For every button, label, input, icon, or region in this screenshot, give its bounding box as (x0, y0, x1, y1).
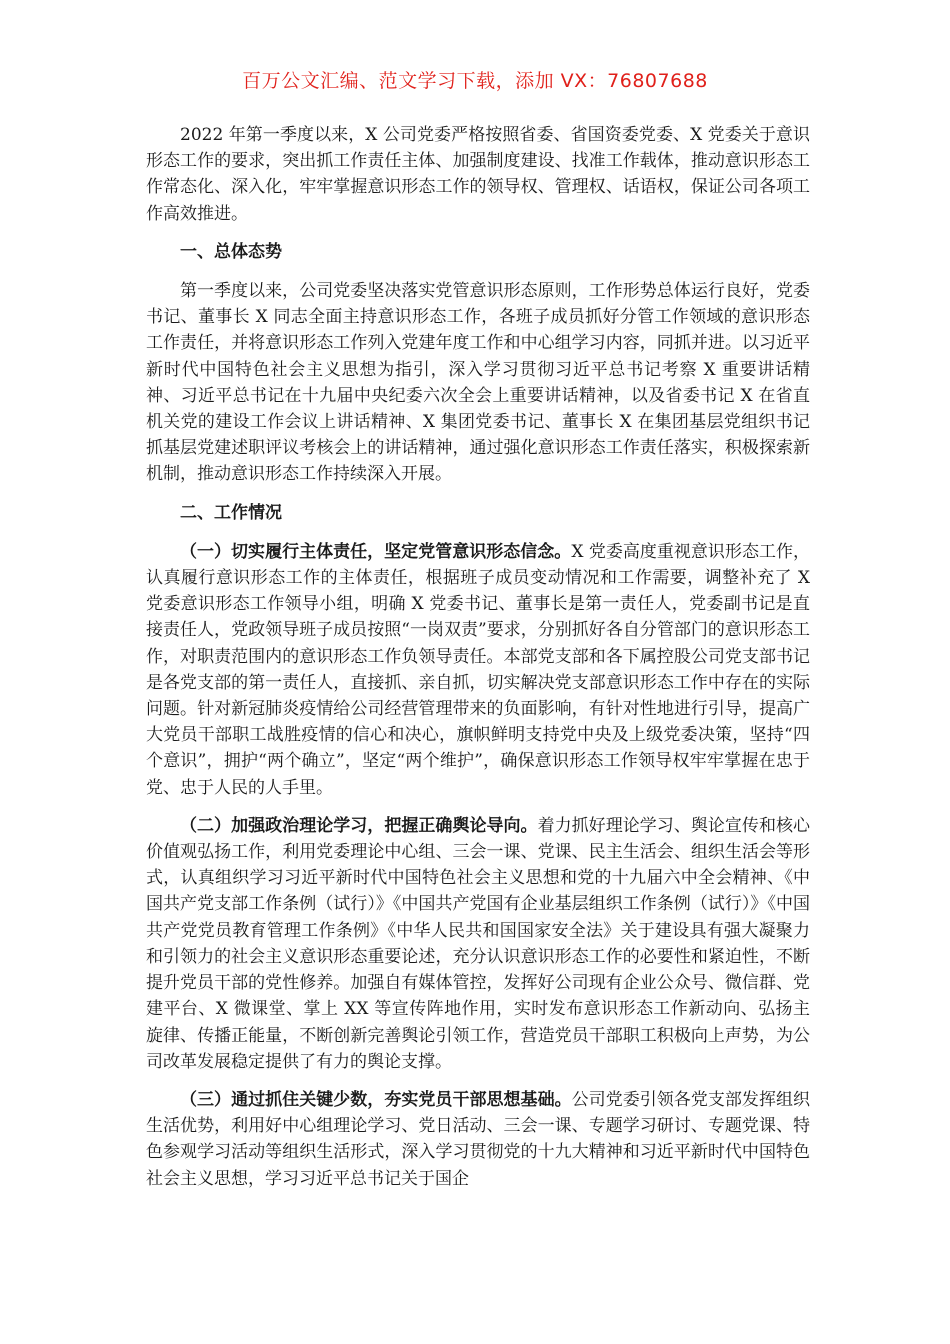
section-1-paragraph: 第一季度以来，公司党委坚决落实党管意识形态原则，工作形势总体运行良好，党委书记、董事长 X 同志全面主持意识形态工作，各班子成员抓好分管工作领域的意识形态工作责任，并将意识形态工作列入党建年度工作和中心组学习内容，同抓并进。以习近平新时代中国特色社会主义思想为指引，深入学习贯彻习近平总书记考察 X 重要讲话精神、习近平总书记在十九届中央纪委六次全会上重要讲话精神，以及省委书记 X 在省直机关党的建设工作会议上讲话精神、X 集团党委书记、董事长 X 在集团基层党组织书记抓基层党建述职评议考核会上的讲话精神，通过强化意识形态工作责任落实，积极探索新机制，推动意识形态工作持续深入开展。 (146, 281, 810, 485)
item-2-body: 着力抓好理论学习、舆论宣传和核心价值观弘扬工作，利用党委理论中心组、三会一课、党课、民主生活会、组织生活会等形式，认真组织学习习近平新时代中国特色社会主义思想和党的十九届六中全会精神、《中国共产党支部工作条例（试行）》《中国共产党国有企业基层组织工作条例（试行）》《中国共产党党员教育管理工作条例》《中华人民共和国国家安全法》关于建设具有强大凝聚力和引领力的社会主义意识形态重要论述，充分认识意识形态工作的必要性和紧迫性，不断提升党员干部的党性修养。加强自有媒体管控，发挥好公司现有企业公众号、微信群、党建平台、X 微课堂、掌上 XX 等宣传阵地作用，实时发布意识形态工作新动向、弘扬主旋律、传播正能量，不断创新完善舆论引领工作，营造党员干部职工积极向上声势，为公司改革发展稳定提供了有力的舆论支撑。 (146, 815, 811, 1072)
item-3-title: （三）通过抓住关键少数，夯实党员干部思想基础。 (180, 1089, 572, 1110)
document-body (146, 122, 810, 1204)
item-1-paragraph (146, 539, 810, 801)
header-banner: 百万公文汇编、范文学习下载，添加 VX：76807688 (242, 70, 708, 92)
item-1-body: X 党委高度重视意识形态工作，认真履行意识形态工作的主体责任，根据班子成员变动情况和工作需要，调整补充了 X 党委意识形态工作领导小组，明确 X 党委书记、董事长是第一责任人，党委副书记是直接责任人，党政领导班子成员按照“一岗双责”要求，分别抓好各自分管部门的意识形态工作，对职责范围内的意识形态工作负领导责任。本部党支部和各下属控股公司党支部书记是各党支部的第一责任人，直接抓、亲自抓，切实解决党支部意识形态工作中存在的实际问题。针对新冠肺炎疫情给公司经营管理带来的负面影响，有针对性地进行引导，提高广大党员干部职工战胜疫情的信心和决心，旗帜鲜明支持党中央及上级党委决策，坚持“四个意识”，拥护“两个确立”，坚定“两个维护”，确保意识形态工作领导权牢牢掌握在忠于党、忠于人民的人手里。 (146, 541, 810, 798)
item-3-paragraph (146, 1087, 810, 1192)
item-2-paragraph (146, 813, 810, 1075)
section-1-title: 一、总体态势 (180, 241, 282, 262)
intro-paragraph: 2022 年第一季度以来，X 公司党委严格按照省委、省国资委党委、X 党委关于意识形态工作的要求，突出抓工作责任主体、加强制度建设、找准工作载体，推动意识形态工作常态化、深入化，牢牢掌握意识形态工作的领导权、管理权、话语权，保证公司各项工作高效推进。 (146, 125, 810, 224)
section-2-title: 二、工作情况 (180, 502, 282, 523)
item-2-title: （二）加强政治理论学习，把握正确舆论导向。 (180, 815, 538, 836)
item-3-body: 公司党委引领各党支部发挥组织生活优势，利用好中心组理论学习、党日活动、三会一课、专题学习研讨、专题党课、特色参观学习活动等组织生活形式，深入学习贯彻党的十九大精神和习近平新时代中国特色社会主义思想，学习习近平总书记关于国企 (146, 1089, 811, 1189)
item-1-title: （一）切实履行主体责任，坚定党管意识形态信念。 (180, 541, 572, 562)
